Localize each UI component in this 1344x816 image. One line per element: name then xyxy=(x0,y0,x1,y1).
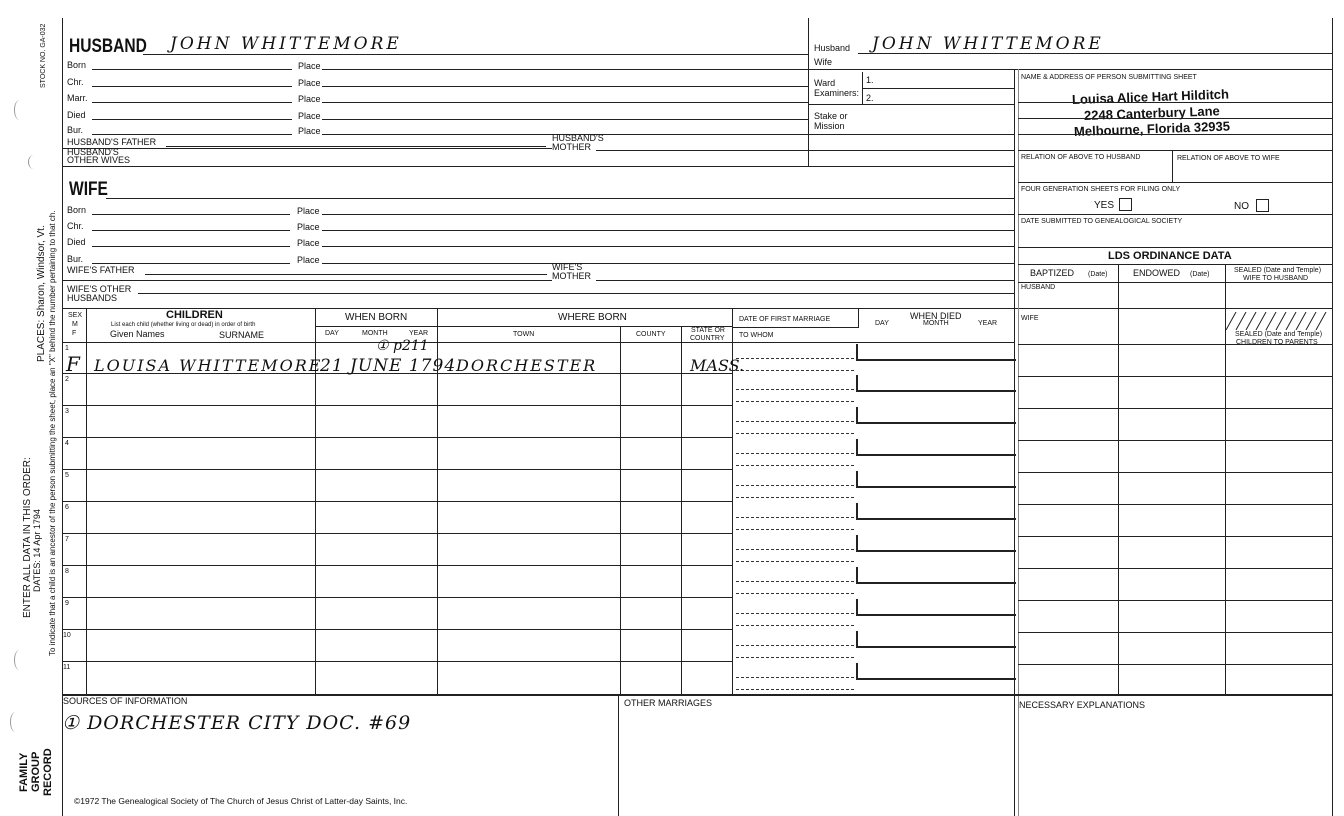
wife-died-place-label: Place xyxy=(297,238,320,248)
relation-to-husband-label: RELATION OF ABOVE TO HUSBAND xyxy=(1021,154,1141,161)
date-submitted-label: DATE SUBMITTED TO GENEALOGICAL SOCIETY xyxy=(1021,218,1183,225)
marriage-date-line xyxy=(736,645,854,646)
no-label: NO xyxy=(1234,201,1249,212)
relation-to-wife-label: RELATION OF ABOVE TO WIFE xyxy=(1177,155,1280,162)
marriage-spouse-line xyxy=(736,657,854,658)
binder-hole xyxy=(28,155,39,169)
row-number: 2 xyxy=(65,376,69,383)
sex-m-header: M xyxy=(72,321,78,328)
baptized-label: BAPTIZED xyxy=(1030,268,1075,278)
marriage-spouse-line xyxy=(736,433,854,434)
wife-bur-label: Bur. xyxy=(67,254,84,264)
lds-husband-row-label: HUSBAND xyxy=(1021,284,1056,291)
endowed-label: ENDOWED xyxy=(1133,268,1180,278)
husband-marr-place-label: Place xyxy=(298,94,321,104)
marriage-spouse-line xyxy=(736,625,854,626)
death-date-box xyxy=(856,471,1016,488)
wifes-other-husbands-label-1: WIFE'S OTHER xyxy=(67,284,132,294)
town-header: TOWN xyxy=(513,331,535,338)
lds-ordinance-title: LDS ORDINANCE DATA xyxy=(1108,250,1232,262)
death-date-box xyxy=(856,567,1016,584)
child-ancestor-note: To indicate that a child is an ancestor of the person submitting the sheet, place an "X" behind the number pertaining to that ch. xyxy=(48,210,57,656)
wifes-father-label: WIFE'S FATHER xyxy=(67,265,135,275)
enter-all-data-note: ENTER ALL DATA IN THIS ORDER: xyxy=(22,457,33,618)
surname-header: SURNAME xyxy=(219,330,265,340)
no-checkbox[interactable] xyxy=(1256,199,1269,212)
first-marriage-header: DATE OF FIRST MARRIAGE xyxy=(739,316,831,323)
husband-label: HUSBAND xyxy=(69,36,147,57)
state-header-1: STATE OR xyxy=(691,327,725,334)
row-number: 6 xyxy=(65,504,69,511)
child1-sex: F xyxy=(66,352,80,376)
row-number: 11 xyxy=(63,664,71,671)
husband-bur-place-label: Place xyxy=(298,126,321,136)
child1-state: MASS. xyxy=(690,356,745,375)
born-month-header: MONTH xyxy=(362,330,388,337)
wifes-mother-label-2: MOTHER xyxy=(552,271,591,281)
died-year-header: YEAR xyxy=(978,320,998,327)
wifes-other-husbands-label-2: HUSBANDS xyxy=(67,293,118,303)
children-instruction: List each child (whether living or dead) in order of birth xyxy=(111,322,256,328)
given-names-header: Given Names xyxy=(110,329,165,339)
where-born-header: WHERE BORN xyxy=(558,312,627,323)
when-died-header: WHEN DIED xyxy=(910,311,962,321)
death-date-box xyxy=(856,535,1016,552)
binder-hole xyxy=(14,650,25,670)
marriage-date-line xyxy=(736,517,854,518)
copyright-notice: ©1972 The Genealogical Society of The Church of Jesus Christ of Latter-day Saints, Inc. xyxy=(74,796,408,806)
husband-name: JOHN WHITTEMORE xyxy=(170,34,402,54)
wife-died-label: Died xyxy=(67,237,86,247)
husbands-other-wives-label-2: OTHER WIVES xyxy=(67,155,131,165)
right-wife-label: Wife xyxy=(814,57,832,67)
marriage-spouse-line xyxy=(736,497,854,498)
marriage-date-line xyxy=(736,485,854,486)
stake-label: Stake or xyxy=(814,111,848,121)
death-date-box xyxy=(856,663,1016,680)
yes-checkbox[interactable] xyxy=(1119,198,1132,211)
places-note: PLACES: Sharon, Windsor, Vt. xyxy=(36,225,47,362)
died-day-header: DAY xyxy=(875,320,889,327)
child1-birth-date: 21 JUNE 1794 xyxy=(320,356,457,376)
husband-marr-label: Marr. xyxy=(67,93,88,103)
wife-chr-place-label: Place xyxy=(297,222,320,232)
ward-label: Ward xyxy=(814,78,836,88)
children-header: CHILDREN xyxy=(166,309,223,321)
baptized-date-label: (Date) xyxy=(1088,271,1108,278)
row-number: 1 xyxy=(65,345,69,352)
husbands-other-wives-label-1: HUSBAND'S xyxy=(67,147,119,157)
row-number: 5 xyxy=(65,472,69,479)
form-title-family: FAMILY xyxy=(18,752,30,792)
death-date-box xyxy=(856,599,1016,616)
sealed-wife-label-1: SEALED (Date and Temple) xyxy=(1234,267,1322,274)
when-born-header: WHEN BORN xyxy=(345,312,408,323)
marriage-date-line xyxy=(736,581,854,582)
death-date-box xyxy=(856,344,1016,361)
wife-chr-label: Chr. xyxy=(67,221,84,231)
husbands-mother-label-2: MOTHER xyxy=(552,142,591,152)
marriage-date-line xyxy=(736,421,854,422)
row-number: 8 xyxy=(65,568,69,575)
marriage-date-line xyxy=(736,358,854,359)
husbands-father-label: HUSBAND'S FATHER xyxy=(67,137,157,147)
husband-born-label: Born xyxy=(67,60,87,70)
husband-died-label: Died xyxy=(67,110,86,120)
form-title-record: RECORD xyxy=(42,748,54,796)
marriage-spouse-line xyxy=(736,370,854,371)
endowed-date-label: (Date) xyxy=(1190,271,1210,278)
wife-born-place-label: Place xyxy=(297,206,320,216)
binder-hole xyxy=(14,100,25,120)
wife-bur-place-label: Place xyxy=(297,255,320,265)
born-year-header: YEAR xyxy=(409,330,429,337)
row-number: 9 xyxy=(65,600,69,607)
form-title-group: GROUP xyxy=(30,751,42,792)
husband-died-place-label: Place xyxy=(298,111,321,121)
submitter-heading: NAME & ADDRESS OF PERSON SUBMITTING SHEET xyxy=(1021,74,1197,81)
child1-town: DORCHESTER xyxy=(456,356,598,375)
marriage-date-line xyxy=(736,549,854,550)
stock-number: STOCK NO. GA-032 xyxy=(40,23,47,88)
county-header: COUNTY xyxy=(636,331,666,338)
necessary-explanations-label: NECESSARY EXPLANATIONS xyxy=(1019,700,1146,710)
mission-label: Mission xyxy=(814,121,845,131)
death-date-box xyxy=(856,503,1016,520)
other-marriages-label: OTHER MARRIAGES xyxy=(624,698,713,708)
binder-hole xyxy=(10,712,21,732)
to-whom-header: TO WHOM xyxy=(739,332,774,339)
marriage-date-line xyxy=(736,613,854,614)
born-day-header: DAY xyxy=(325,330,339,337)
submitter-name: Louisa Alice Hart Hilditch xyxy=(1071,86,1230,107)
husband-born-place-label: Place xyxy=(298,61,321,71)
submitter-city: Melbourne, Florida 32935 xyxy=(1073,118,1231,139)
husband-bur-label: Bur. xyxy=(67,125,84,135)
examiner-2: 2. xyxy=(866,93,874,103)
hatched-cell xyxy=(1226,312,1332,330)
row-number: 3 xyxy=(65,408,69,415)
sex-f-header: F xyxy=(72,330,77,337)
row-number: 7 xyxy=(65,536,69,543)
wife-born-label: Born xyxy=(67,205,87,215)
marriage-spouse-line xyxy=(736,593,854,594)
marriage-spouse-line xyxy=(736,529,854,530)
four-generation-label: FOUR GENERATION SHEETS FOR FILING ONLY xyxy=(1021,186,1181,193)
marriage-spouse-line xyxy=(736,465,854,466)
lds-wife-row-label: WIFE xyxy=(1021,315,1039,322)
sex-header: SEX xyxy=(68,312,83,319)
right-husband-label: Husband xyxy=(814,43,851,53)
child1-birth-note: ① p211 xyxy=(376,338,429,354)
yes-label: YES xyxy=(1094,200,1115,211)
died-month-header: MONTH xyxy=(923,320,949,327)
right-husband-name: JOHN WHITTEMORE xyxy=(872,34,1104,54)
husband-chr-place-label: Place xyxy=(298,78,321,88)
marriage-date-line xyxy=(736,677,854,678)
marriage-date-line xyxy=(736,389,854,390)
marriage-date-line xyxy=(736,453,854,454)
death-date-box xyxy=(856,439,1016,456)
wifes-mother-label-1: WIFE'S xyxy=(552,262,583,272)
row-number: 10 xyxy=(63,632,71,639)
sealed-children-label-1: SEALED (Date and Temple) xyxy=(1235,331,1323,338)
dates-note: DATES: 14 Apr 1794 xyxy=(32,509,42,592)
state-header-2: COUNTRY xyxy=(690,335,725,342)
marriage-spouse-line xyxy=(736,689,854,690)
sources-label: SOURCES OF INFORMATION xyxy=(63,696,188,706)
husbands-mother-label-1: HUSBAND'S xyxy=(552,133,604,143)
death-date-box xyxy=(856,407,1016,424)
examiners-label: Examiners: xyxy=(814,88,860,98)
examiner-1: 1. xyxy=(866,75,874,85)
sources-entry: ① DORCHESTER CITY DOC. #69 xyxy=(62,712,412,734)
death-date-box xyxy=(856,631,1016,648)
row-number: 4 xyxy=(65,440,69,447)
death-date-box xyxy=(856,375,1016,392)
wife-label: WIFE xyxy=(69,179,108,200)
marriage-spouse-line xyxy=(736,401,854,402)
sealed-children-label-2: CHILDREN TO PARENTS xyxy=(1236,339,1318,346)
marriage-spouse-line xyxy=(736,561,854,562)
husband-chr-label: Chr. xyxy=(67,77,84,87)
child1-name: LOUISA WHITTEMORE xyxy=(94,356,323,375)
sealed-wife-label-2: WIFE TO HUSBAND xyxy=(1243,275,1309,282)
submitter-street: 2248 Canterbury Lane xyxy=(1083,103,1221,123)
